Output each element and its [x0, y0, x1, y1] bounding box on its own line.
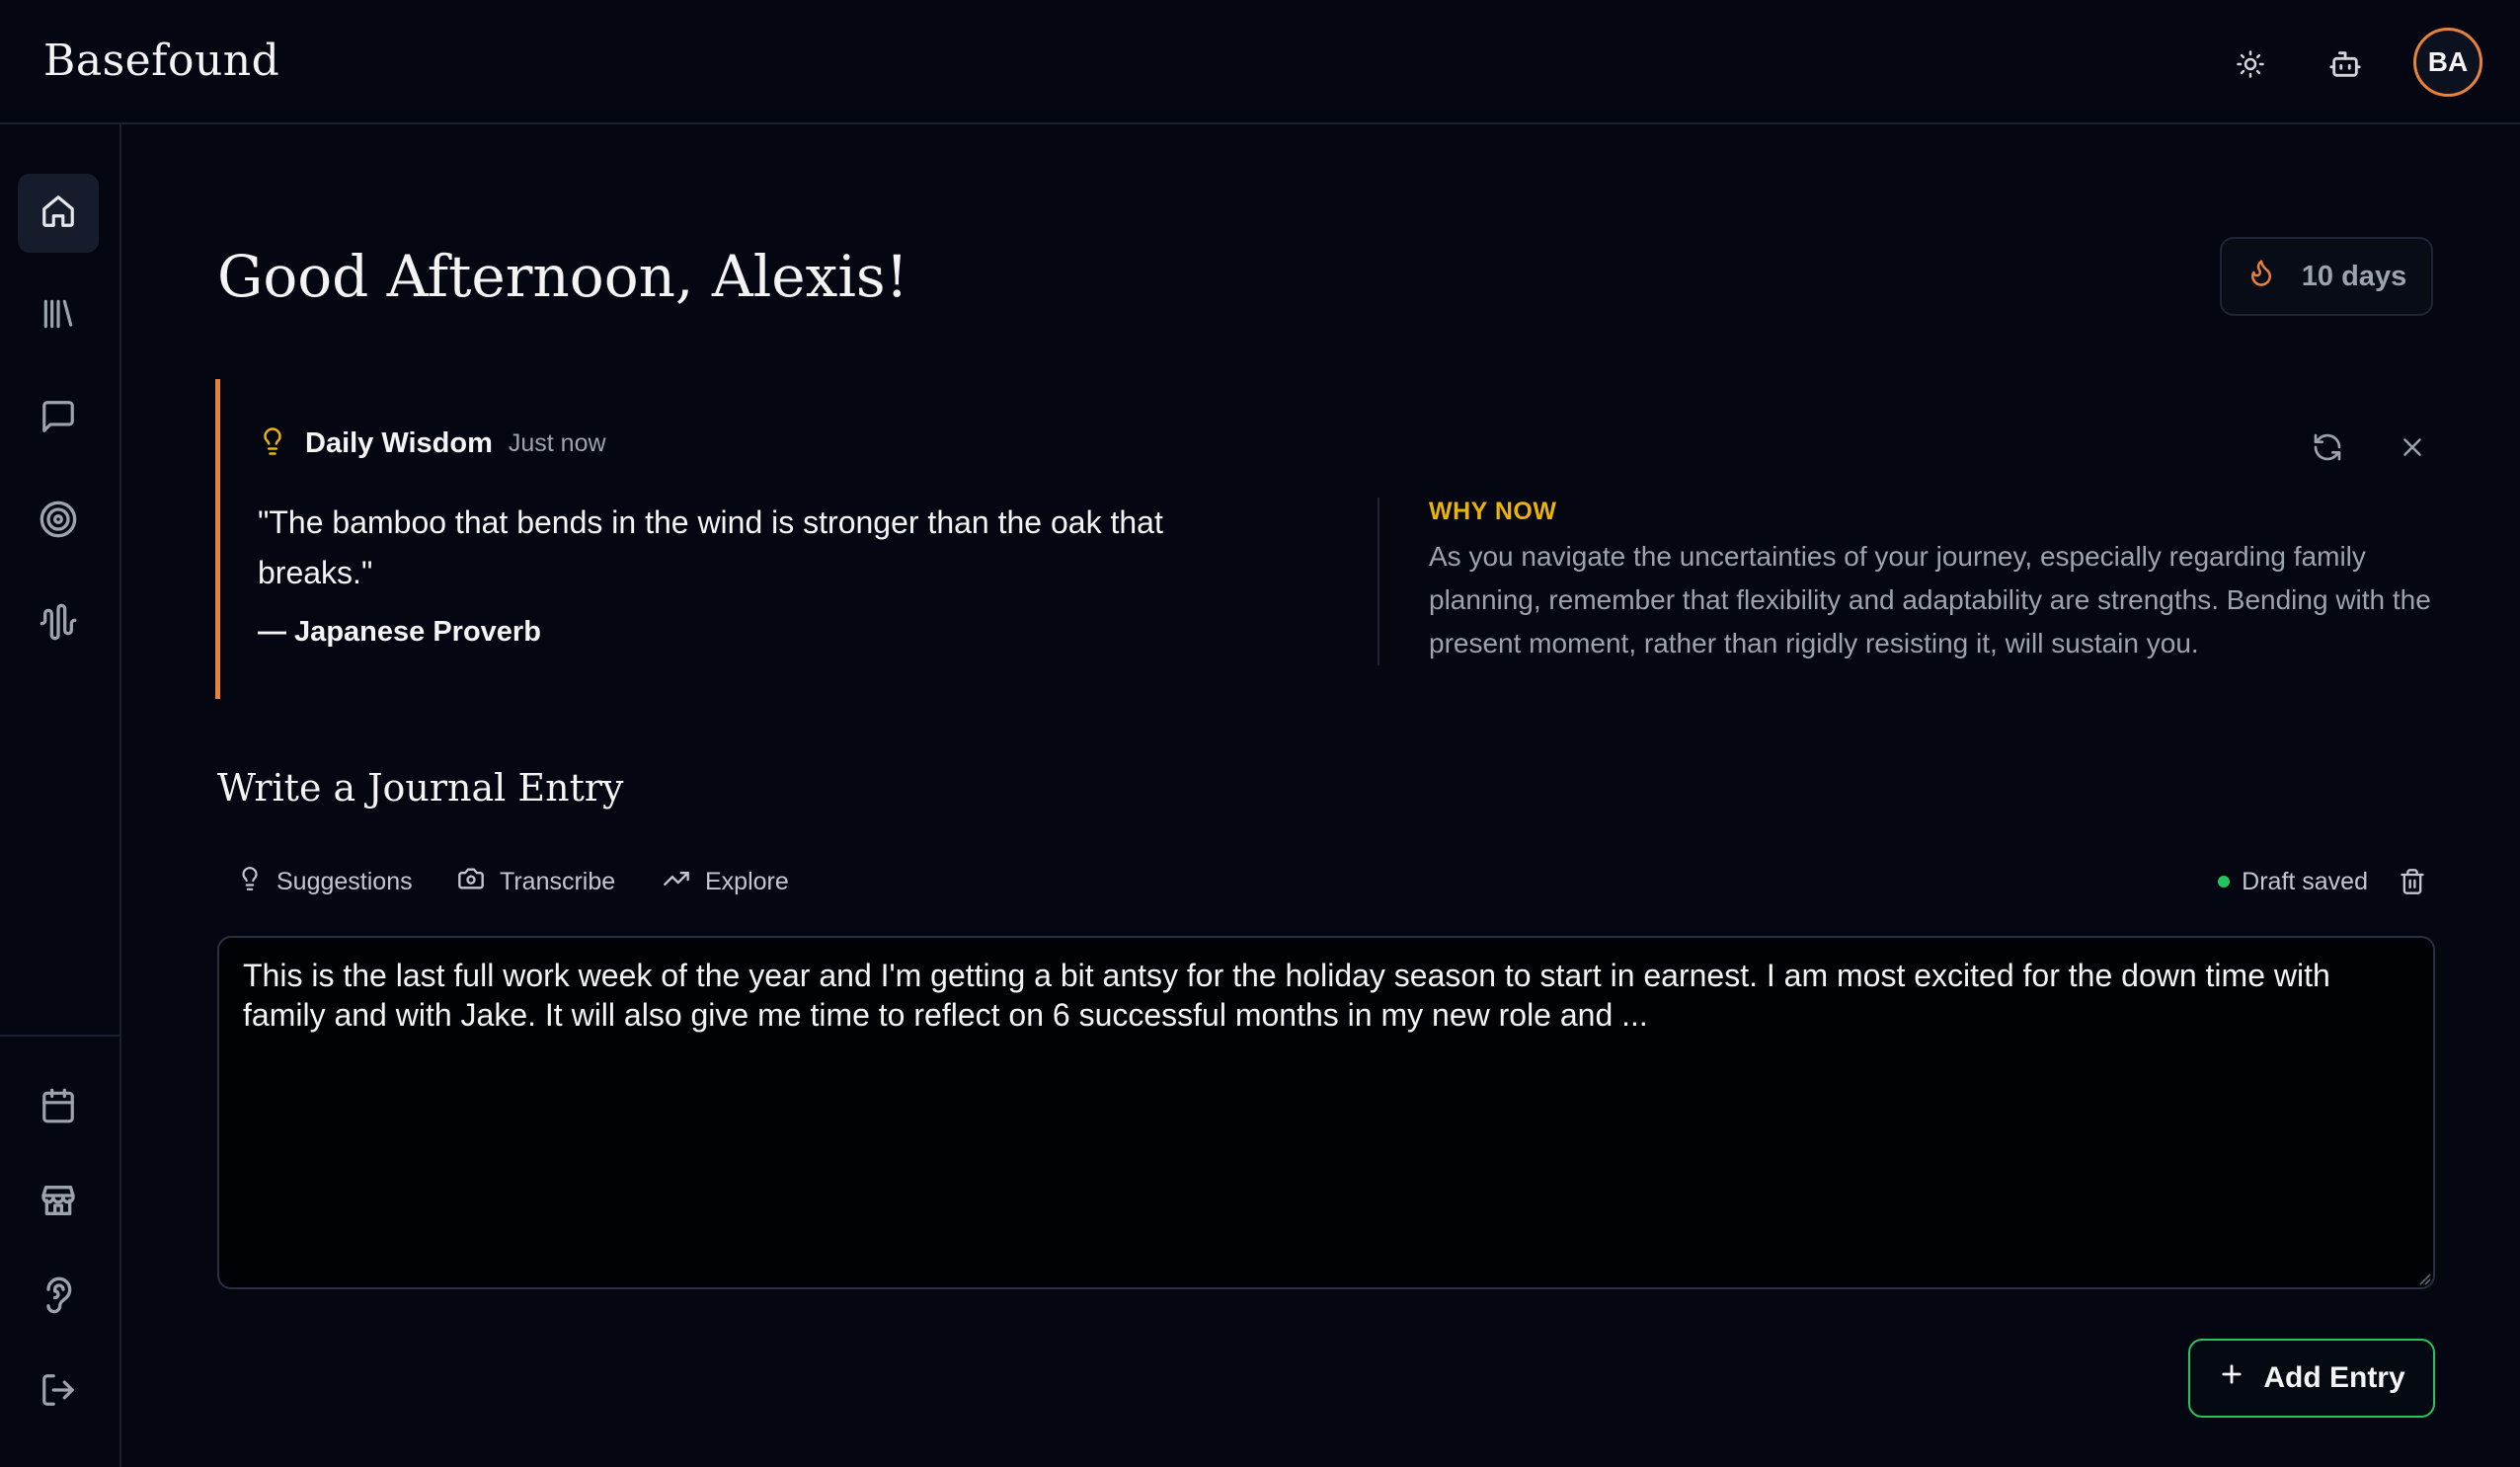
sidebar-item-calendar[interactable] — [18, 1068, 99, 1147]
lightbulb-icon — [237, 864, 263, 900]
store-icon — [39, 1181, 78, 1225]
suggestions-label: Suggestions — [276, 867, 413, 895]
sun-icon[interactable] — [2228, 41, 2273, 87]
wisdom-title: Daily Wisdom — [305, 427, 493, 459]
wisdom-header — [258, 425, 606, 463]
streak-badge[interactable] — [2220, 237, 2433, 316]
explore-label: Explore — [705, 867, 789, 895]
calendar-icon — [39, 1087, 77, 1129]
add-entry-label: Add Entry — [2263, 1361, 2405, 1394]
wisdom-timestamp: Just now — [508, 429, 606, 457]
page-title: Good Afternoon, Alexis! — [217, 243, 908, 310]
sidebar-item-voice[interactable] — [18, 1258, 99, 1337]
library-icon — [39, 295, 77, 338]
sidebar-item-chat[interactable] — [18, 379, 99, 458]
add-entry-button[interactable] — [2188, 1339, 2435, 1418]
refresh-icon[interactable] — [2305, 425, 2350, 470]
logout-icon — [39, 1371, 77, 1414]
suggestions-button[interactable] — [237, 859, 413, 904]
why-now-text: As you navigate the uncertainties of your journey, especially regarding family planning, remember that flexibility and adaptability are strengths. Bending with the present moment, rather than rigidly resisting it, will sustain you. — [1429, 541, 2431, 658]
flame-icon — [2246, 256, 2276, 297]
transcribe-label: Transcribe — [500, 867, 616, 895]
sidebar-item-library[interactable] — [18, 276, 99, 355]
app-logo[interactable]: Basefound — [43, 36, 280, 86]
camera-icon — [456, 865, 486, 899]
next-content-peek — [245, 1453, 1430, 1467]
sidebar-item-insights[interactable] — [18, 584, 99, 663]
sidebar-item-goals[interactable] — [18, 482, 99, 561]
draft-status — [2218, 859, 2368, 904]
sidebar — [0, 124, 121, 1467]
sidebar-item-home[interactable] — [18, 174, 99, 253]
close-icon[interactable] — [2390, 425, 2435, 470]
plus-icon — [2218, 1360, 2245, 1396]
status-dot — [2218, 876, 2230, 888]
sidebar-item-logout[interactable] — [18, 1352, 99, 1431]
top-bar — [0, 0, 2520, 124]
wisdom-actions — [2305, 425, 2435, 470]
streak-label: 10 days — [2301, 260, 2407, 292]
bot-icon[interactable] — [2323, 41, 2368, 87]
trending-up-icon — [662, 865, 691, 899]
journal-section-title: Write a Journal Entry — [217, 766, 624, 810]
draft-status-label: Draft saved — [2242, 867, 2368, 895]
journal-toolbar — [217, 859, 2435, 904]
journal-entry-textarea[interactable] — [217, 936, 2435, 1289]
daily-wisdom-card — [215, 379, 2435, 699]
home-icon — [39, 193, 77, 235]
why-now-label: WHY NOW — [1429, 498, 1557, 525]
user-avatar[interactable]: BA — [2413, 28, 2482, 97]
chat-icon — [39, 398, 77, 440]
sidebar-item-store[interactable] — [18, 1163, 99, 1242]
transcribe-button[interactable] — [456, 859, 615, 904]
voice-icon — [39, 1275, 78, 1320]
lightbulb-icon — [258, 425, 287, 463]
wisdom-divider — [1378, 498, 1379, 665]
explore-button[interactable] — [662, 859, 789, 904]
sidebar-divider — [0, 1035, 119, 1037]
resize-handle[interactable] — [2417, 1272, 2431, 1285]
waveform-icon — [39, 602, 78, 647]
wisdom-quote: "The bamboo that bends in the wind is stronger than the oak that breaks." — [258, 504, 1163, 590]
wisdom-author: — Japanese Proverb — [258, 616, 541, 648]
trash-icon[interactable] — [2390, 859, 2435, 904]
target-icon — [39, 500, 78, 544]
